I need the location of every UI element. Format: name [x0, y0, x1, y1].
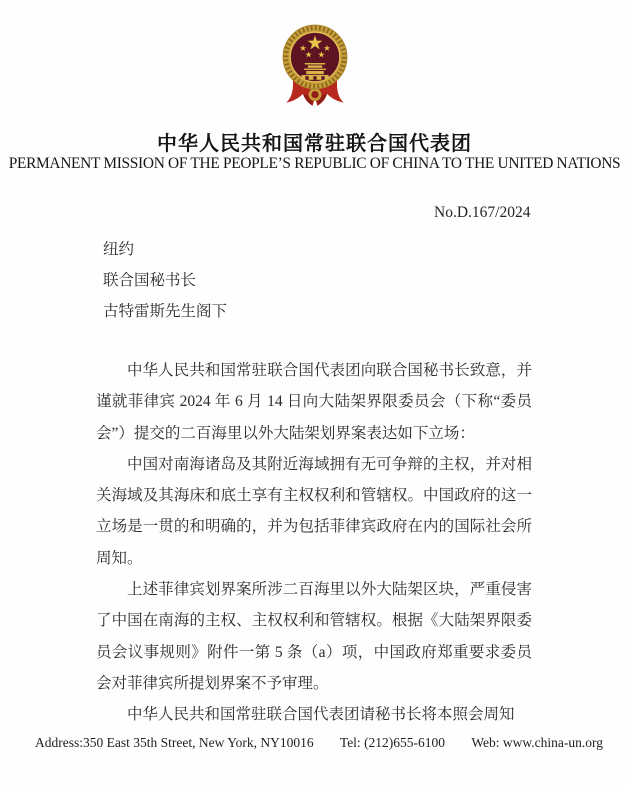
addressee-salutation: 古特雷斯先生阁下 — [103, 303, 228, 321]
body-paragraph-4: 中华人民共和国常驻联合国代表团请秘书长将本照会周知 — [127, 706, 515, 724]
china-national-emblem-icon — [275, 20, 355, 110]
footer-telephone: Tel: (212)655-6100 — [339, 735, 446, 750]
footer-contact-line — [35, 735, 603, 751]
body-paragraph-1: 中华人民共和国常驻联合国代表团向联合国秘书长致意，并谨就菲律宾 2024 年 6 月 14 日向大陆架界限委员会（下称“委员会”）提交的二百海里以外大陆架划界案表达如下立场： — [96, 362, 532, 442]
mission-title-chinese: 中华人民共和国常驻联合国代表团 — [157, 133, 472, 155]
addressee-city: 纽约 — [103, 241, 135, 258]
body-paragraph-2: 中国对南海诸岛及其附近海域拥有无可争辩的主权，并对相关海域及其海床和底土享有主权权利和管辖权。中国政府的这一立场是一贯的和明确的，并为包括菲律宾政府在内的国际社会所周知。 — [96, 455, 532, 567]
footer-address: Address:350 East 35th Street, New York, NY10016 — [35, 735, 314, 750]
body-paragraph-3: 上述菲律宾划界案所涉二百海里以外大陆架区块，严重侵害了中国在南海的主权、主权权利和管辖权。根据《大陆架界限委员会议事规则》附件一第 5 条（a）项，中国政府郑重要求委员会对菲律宾所提划界案不予审理。 — [96, 581, 532, 692]
footer-website: Web: www.china-un.org — [471, 735, 603, 750]
addressee-recipient: 联合国秘书长 — [103, 272, 197, 290]
reference-number: No.D.167/2024 — [434, 204, 531, 221]
note-body — [96, 355, 532, 731]
emblem-gear-center — [311, 91, 318, 98]
addressee-block — [103, 234, 227, 328]
mission-title-english: PERMANENT MISSION OF THE PEOPLE’S REPUBLIC OF CHINA TO THE UNITED NATIONS — [8, 155, 621, 172]
